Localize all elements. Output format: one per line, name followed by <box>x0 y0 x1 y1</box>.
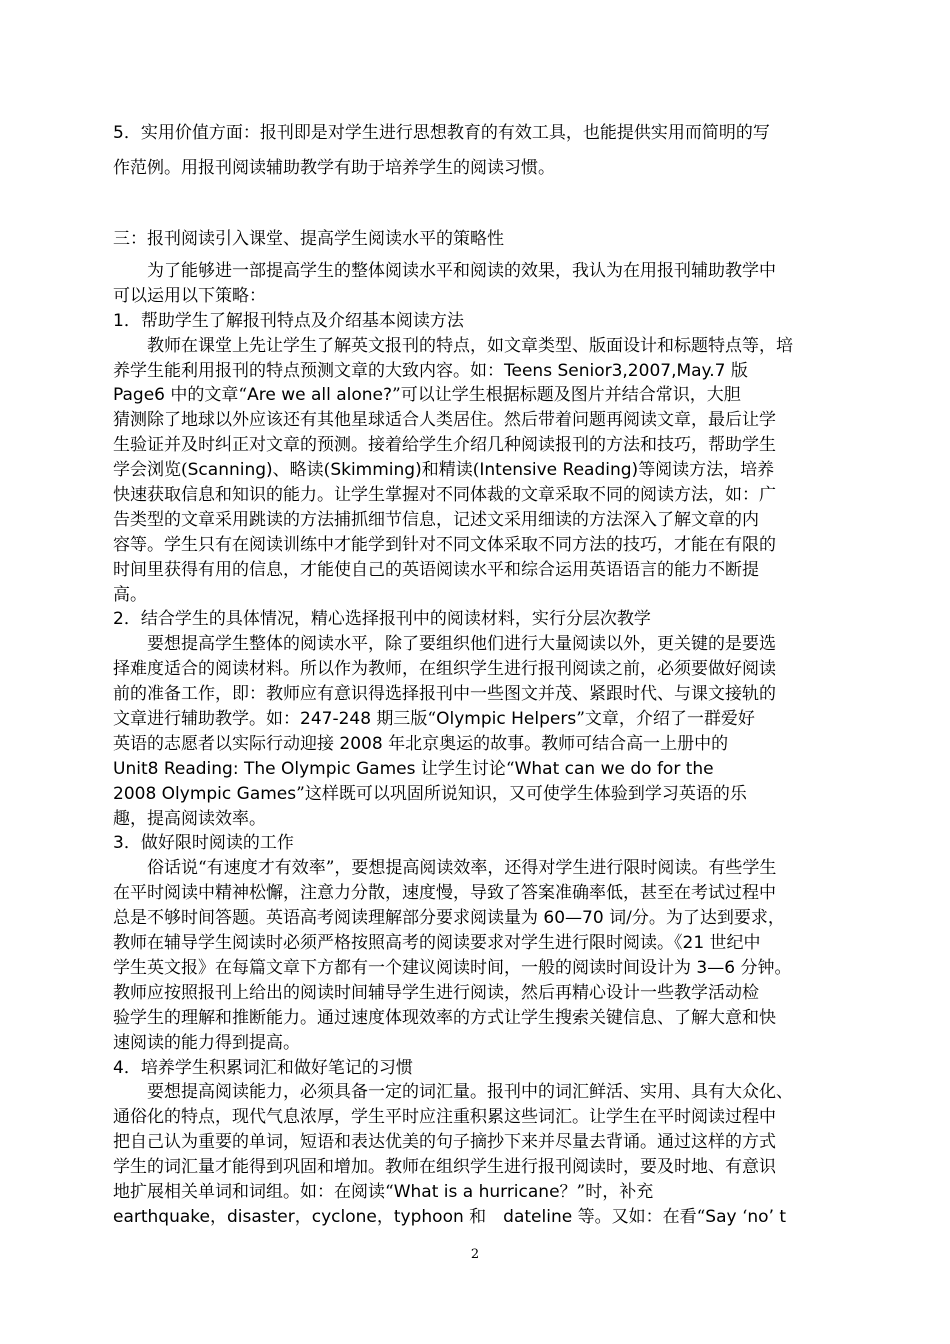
body-line: 学生的词汇量才能得到巩固和增加。教师在组织学生进行报刊阅读时，要及时地、有意识 <box>113 1157 776 1178</box>
body-line: Page6 中的文章“Are we all alone?”可以让学生根据标题及图片并结合常识，大胆 <box>113 385 741 406</box>
body-line: 为了能够进一部提高学生的整体阅读水平和阅读的效果，我认为在用报刊辅助教学中 <box>113 261 776 281</box>
body-line: 速阅读的能力得到提高。 <box>113 1032 300 1053</box>
body-line: earthquake，disaster，cyclone，typhoon 和 dateline 等。又如：在看“Say ‘no’ t <box>113 1206 787 1227</box>
body-line: 高。 <box>113 584 147 605</box>
body-line: 要想提高学生整体的阅读水平，除了要组织他们进行大量阅读以外，更关键的是要选 <box>113 634 776 655</box>
body-line: 2008 Olympic Games”这样既可以巩固所说知识，又可使学生体验到学习英语的乐 <box>113 783 747 804</box>
intro-line-2: 作范例。用报刊阅读辅助教学有助于培养学生的阅读习惯。 <box>113 158 555 178</box>
intro-line-1: 5．实用价值方面：报刊即是对学生进行思想教育的有效工具，也能提供实用而简明的写 <box>113 123 770 143</box>
body-line: 教师在课堂上先让学生了解英文报刊的特点，如文章类型、版面设计和标题特点等，培 <box>113 335 793 356</box>
body-line: 告类型的文章采用跳读的方法捕抓细节信息，记述文采用细读的方法深入了解文章的内 <box>113 509 759 530</box>
body-line: 学生英文报》在每篇文章下方都有一个建议阅读时间，一般的阅读时间设计为 3—6 分钟。 <box>113 957 792 978</box>
intro-paragraph <box>113 116 848 186</box>
body-line: 快速获取信息和知识的能力。让学生掌握对不同体裁的文章采取不同的阅读方法，如：广 <box>113 485 776 506</box>
body-line: 前的准备工作，即：教师应有意识得选择报刊中一些图文并茂、紧跟时代、与课文接轨的 <box>113 684 776 705</box>
body-line: 文章进行辅助教学。如：247-248 期三版“Olympic Helpers”文章，介绍了一群爱好 <box>113 709 755 730</box>
body-line: 时间里获得有用的信息，才能使自己的英语阅读水平和综合运用英语语言的能力不断提 <box>113 559 759 580</box>
body-line: Unit8 Reading: The Olympic Games 让学生讨论“What can we do for the <box>113 758 714 779</box>
body-line: 俗话说“有速度才有效率”，要想提高阅读效率，还得对学生进行限时阅读。有些学生 <box>113 858 777 879</box>
body-line: 择难度适合的阅读材料。所以作为教师，在组织学生进行报刊阅读之前，必须要做好阅读 <box>113 659 776 680</box>
body-line: 2．结合学生的具体情况，精心选择报刊中的阅读材料，实行分层次教学 <box>113 609 651 630</box>
section-heading-text: 三：报刊阅读引入课堂、提高学生阅读水平的策略性 <box>113 229 504 249</box>
body-line: 地扩展相关单词和词组。如：在阅读“What is a hurricane？”时，补充 <box>113 1181 654 1202</box>
body-line: 通俗化的特点，现代气息浓厚，学生平时应注重积累这些词汇。让学生在平时阅读过程中 <box>113 1107 776 1128</box>
section-heading <box>113 227 848 252</box>
body-line: 总是不够时间答题。英语高考阅读理解部分要求阅读量为 60—70 词/分。为了达到要求， <box>113 908 785 929</box>
body-line: 1．帮助学生了解报刊特点及介绍基本阅读方法 <box>113 310 464 331</box>
body-line: 猜测除了地球以外应该还有其他星球适合人类居住。然后带着问题再阅读文章，最后让学 <box>113 410 776 431</box>
body-line: 验学生的理解和推断能力。通过速度体现效率的方式让学生搜索关键信息、了解大意和快 <box>113 1007 776 1028</box>
body-line: 可以运用以下策略： <box>113 285 266 306</box>
body-line: 养学生能利用报刊的特点预测文章的大致内容。如：Teens Senior3,2007,May.7 版 <box>113 360 748 381</box>
page-number: 2 <box>470 1247 480 1262</box>
body-line: 英语的志愿者以实际行动迎接 2008 年北京奥运的故事。教师可结合高一上册中的 <box>113 733 729 754</box>
body-line: 学会浏览(Scanning)、略读(Skimming)和精读(Intensive Reading)等阅读方法，培养 <box>113 460 775 481</box>
body-line: 趣，提高阅读效率。 <box>113 808 266 829</box>
body-line: 3．做好限时阅读的工作 <box>113 833 294 854</box>
body-line: 教师在辅导学生阅读时必须严格按照高考的阅读要求对学生进行限时阅读。《21 世纪中 <box>113 933 761 954</box>
body-line: 教师应按照报刊上给出的阅读时间辅导学生进行阅读，然后再精心设计一些教学活动检 <box>113 982 759 1003</box>
body-line: 把自己认为重要的单词，短语和表达优美的句子摘抄下来并尽量去背诵。通过这样的方式 <box>113 1132 776 1153</box>
body-line: 在平时阅读中精神松懈，注意力分散，速度慢，导致了答案准确率低，甚至在考试过程中 <box>113 883 776 904</box>
body-text <box>113 259 848 1230</box>
body-line: 容等。学生只有在阅读训练中才能学到针对不同文体采取不同方法的技巧，才能在有限的 <box>113 534 776 555</box>
body-line: 要想提高阅读能力，必须具备一定的词汇量。报刊中的词汇鲜活、实用、具有大众化、 <box>113 1082 793 1103</box>
body-line: 4．培养学生积累词汇和做好笔记的习惯 <box>113 1057 413 1078</box>
body-line: 生验证并及时纠正对文章的预测。接着给学生介绍几种阅读报刊的方法和技巧，帮助学生 <box>113 435 776 456</box>
